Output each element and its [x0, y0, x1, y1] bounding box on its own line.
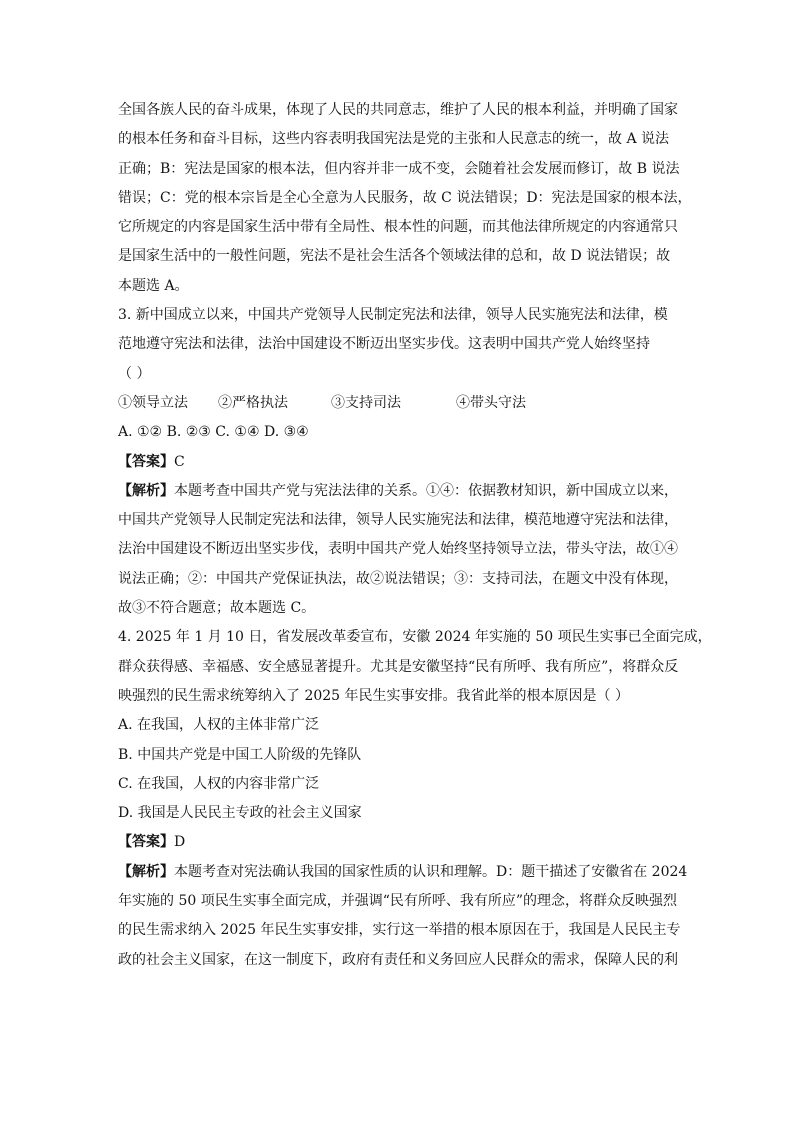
question-stem-line: （ ）	[118, 365, 151, 382]
question-statements	[118, 389, 684, 418]
text-line: 本题选 A。	[118, 277, 189, 294]
question-stem-line: 3. 新中国成立以来，中国共产党领导人民制定宪法和法律，领导人民实施宪法和法律，模	[118, 307, 668, 324]
analysis-line: 说法正确；②：中国共产党保证执法，故②说法错误；③：支持司法，在题文中没有体现，	[118, 570, 678, 587]
text-line: 错误；C：党的根本宗旨是全心全意为人民服务，故 C 说法错误；D：宪法是国家的根本法，	[118, 189, 692, 206]
statement-item: ①领导立法	[118, 394, 188, 411]
analysis-line: 中国共产党领导人民制定宪法和法律，领导人民实施宪法和法律，模范地遵守宪法和法律，	[118, 512, 678, 529]
analysis-line: 政的社会主义国家，在这一制度下，政府有责任和义务回应人民群众的需求，保障人民的利	[118, 951, 678, 968]
answer-value: C	[174, 453, 185, 470]
question-stem-line: 范地遵守宪法和法律，法治中国建设不断迈出坚实步伐。这表明中国共产党人始终坚持	[118, 336, 650, 353]
explanation-q2-continued	[118, 96, 692, 301]
question-3	[118, 301, 684, 623]
text-line: 全国各族人民的奋斗成果，体现了人民的共同意志，维护了人民的根本利益，并明确了国家	[118, 102, 678, 118]
analysis-text: 本题考查中国共产党与宪法法律的关系。①④：依据教材知识，新中国成立以来，	[174, 482, 678, 499]
analysis-line: 故③不符合题意；故本题选 C。	[118, 600, 316, 617]
analysis-text: 本题考查对宪法确认我国的国家性质的认识和理解。D：题干描述了安徽省在 2024	[174, 863, 688, 880]
option-a: A. 在我国，人权的主体非常广泛	[118, 717, 320, 734]
option-c: C. 在我国，人权的内容非常广泛	[118, 775, 320, 792]
question-stem-line: 4. 2025 年 1 月 10 日，省发展改革委宣布，安徽 2024 年实施的 50 项民生实事已全面完成，	[118, 629, 712, 646]
question-stem-line: 群众获得感、幸福感、安全感显著提升。尤其是安徽坚持“民有所呼、我有所应”，将群众反	[118, 658, 679, 675]
document-page	[118, 96, 712, 975]
analysis-line: 的民生需求纳入 2025 年民生实事安排，实行这一举措的根本原因在于，我国是人民民主专	[118, 922, 681, 939]
question-4	[118, 623, 712, 975]
text-line: 正确；B：宪法是国家的根本法，但内容并非一成不变，会随着社会发展而修订，故 B 说法	[118, 160, 680, 177]
text-line: 的根本任务和奋斗目标，这些内容表明我国宪法是党的主张和人民意志的统一，故 A 说法	[118, 131, 670, 148]
analysis-label: 【解析】	[118, 863, 174, 880]
analysis-line: 法治中国建设不断迈出坚实步伐，表明中国共产党人始终坚持领导立法，带头守法，故①④	[118, 541, 678, 558]
statement-item: ④带头守法	[456, 394, 526, 411]
answer-label: 【答案】	[118, 834, 174, 851]
analysis-label: 【解析】	[118, 482, 174, 499]
option-d: D. 我国是人民民主专政的社会主义国家	[118, 805, 362, 822]
answer-label: 【答案】	[118, 453, 174, 470]
answer-line	[118, 448, 684, 477]
answer-line	[118, 828, 684, 857]
analysis-line	[118, 858, 688, 887]
answer-value: D	[174, 834, 186, 851]
answer-choices: A. ①② B. ②③ C. ①④ D. ③④	[118, 424, 309, 441]
analysis-line	[118, 477, 684, 506]
option-b: B. 中国共产党是中国工人阶级的先锋队	[118, 746, 362, 763]
analysis-line: 年实施的 50 项民生实事全面完成，并强调“民有所呼、我有所应”的理念，将群众反映强烈	[118, 893, 678, 910]
text-line: 它所规定的内容是国家生活中带有全局性、根本性的问题，而其他法律所规定的内容通常只	[118, 219, 678, 236]
question-stem-line: 映强烈的民生需求统筹纳入了 2025 年民生实事安排。我省此举的根本原因是（ ）	[118, 687, 629, 704]
text-line: 是国家生活中的一般性问题，宪法不是社会生活各个领域法律的总和，故 D 说法错误；故	[118, 248, 671, 265]
statement-item: ②严格执法	[218, 394, 288, 411]
statement-item: ③支持司法	[331, 394, 401, 411]
